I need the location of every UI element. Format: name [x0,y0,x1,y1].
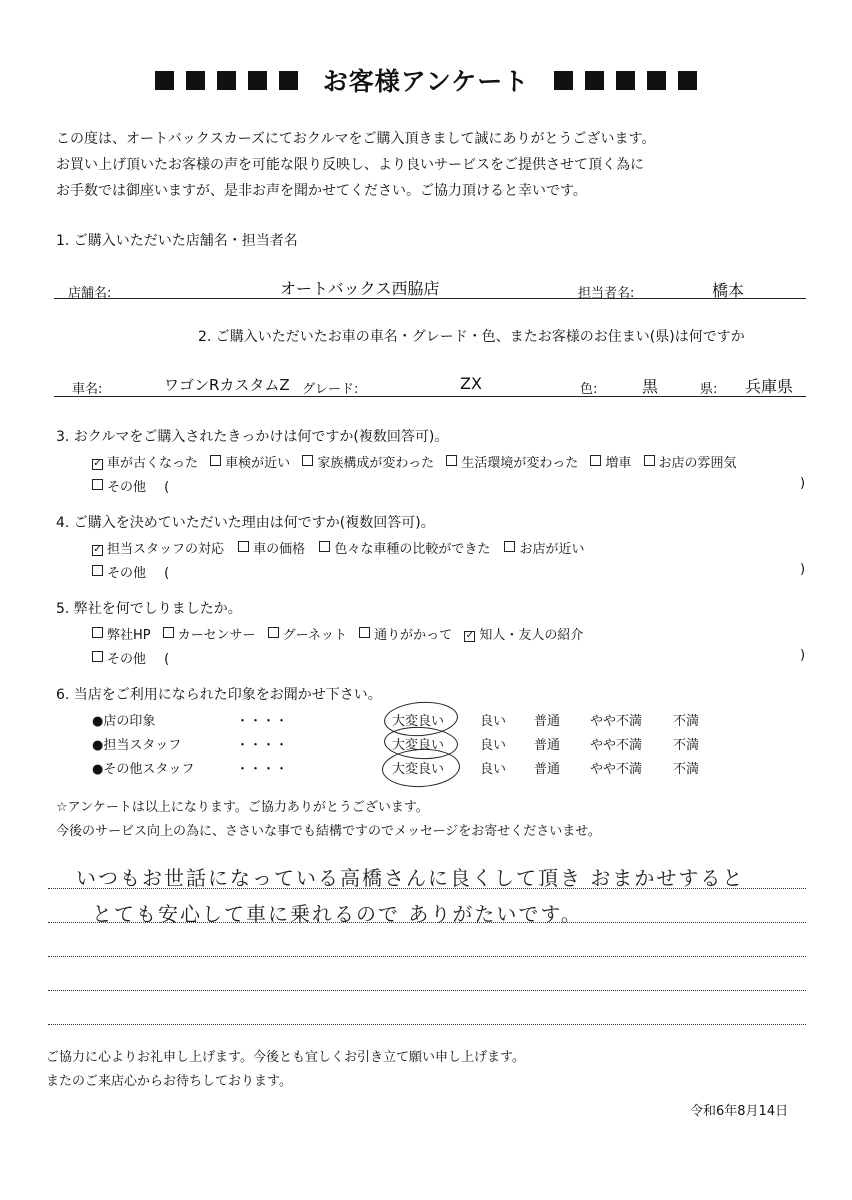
q4-option[interactable]: 色々な車種の比較ができた [319,542,490,557]
message-rule [48,990,806,991]
checkbox-checked-icon[interactable]: ✓ [465,630,474,641]
q4-other-close: ) [800,562,806,577]
footer-line-2: またのご来店心からお待ちしております。 [46,1074,292,1089]
q3-option[interactable]: 車検が近い [210,456,290,471]
footer-line-1: ご協力に心よりお礼申し上げます。今後とも宜しくお引き立て願い申し上げます。 [46,1050,525,1065]
rating-option-unsatisfied[interactable]: 不満 [673,714,700,729]
message-rule [48,888,806,889]
q3-other-close: ) [800,476,806,491]
black-square-icon [155,71,174,90]
closing-note-1: ☆アンケートは以上になります。ご協力ありがとうございます。 [56,800,429,815]
staff-value[interactable]: 橋本 [712,281,745,300]
checkbox-icon[interactable] [92,627,103,638]
checkbox-icon[interactable] [319,541,330,552]
q4-option[interactable]: ✓ 担当スタッフの対応 [93,542,225,557]
q5-other[interactable]: その他 ( [92,648,169,667]
q5-label: 5. 弊社を何でしりましたか。 [56,601,242,617]
staff-label: 担当者名: [578,286,635,301]
q3-options [92,452,737,471]
q5-option[interactable]: 通りがかって [359,628,452,643]
black-square-icon [647,71,666,90]
q6-dots: ・・・・ [236,762,289,777]
checkbox-icon[interactable] [590,455,601,466]
color-value[interactable]: 黒 [642,377,659,396]
checkbox-icon[interactable] [238,541,249,552]
q6-row-label: ●店の印象 [92,714,156,729]
checkbox-icon[interactable] [92,565,103,576]
closing-note-2: 今後のサービス向上の為に、ささいな事でも結構ですのでメッセージをお寄せくださいませ。 [56,824,601,839]
checkbox-icon[interactable] [92,651,103,662]
shop-label: 店舗名: [68,286,112,301]
black-square-icon [678,71,697,90]
q4-option[interactable]: 車の価格 [238,542,305,557]
rating-option-slightly-unsatisfied[interactable]: やや不満 [590,738,643,753]
selected-circle-mark [381,747,461,789]
rating-option-unsatisfied[interactable]: 不満 [673,738,700,753]
q3-option[interactable]: 家族構成が変わった [302,456,434,471]
rating-option-unsatisfied[interactable]: 不満 [673,762,700,777]
message-rule [48,956,806,957]
black-square-icon [554,71,573,90]
checkbox-icon[interactable] [268,627,279,638]
checkbox-icon[interactable] [446,455,457,466]
checkbox-icon[interactable] [302,455,313,466]
q6-row-label: ●担当スタッフ [92,738,182,753]
q4-other[interactable]: その他 ( [92,562,169,581]
black-square-icon [248,71,267,90]
checkbox-icon[interactable] [359,627,370,638]
rating-option-normal[interactable]: 普通 [534,738,561,753]
intro-line-3: お手数では御座いますが、是非お声を聞かせてください。ご協力頂けると幸いです。 [56,183,587,199]
rating-option-slightly-unsatisfied[interactable]: やや不満 [590,762,643,777]
checkbox-icon[interactable] [210,455,221,466]
rating-option-normal[interactable]: 普通 [534,762,561,777]
q4-label: 4. ご購入を決めていただいた理由は何ですか(複数回答可)。 [56,515,435,531]
q6-dots: ・・・・ [236,714,289,729]
q5-option[interactable]: 弊社HP [92,628,151,643]
black-square-icon [186,71,205,90]
checkbox-checked-icon[interactable]: ✓ [93,544,102,555]
checkbox-icon[interactable] [163,627,174,638]
q3-option[interactable]: 生活環境が変わった [446,456,578,471]
q6-row-label: ●その他スタッフ [92,762,195,777]
intro-line-2: お買い上げ頂いたお客様の声を可能な限り反映し、より良いサービスをご提供させて頂く為に [56,157,644,173]
checkbox-icon[interactable] [92,479,103,490]
grade-value[interactable]: ZX [460,374,482,393]
black-square-icon [585,71,604,90]
car-label: 車名: [72,382,103,397]
black-square-icon [279,71,298,90]
rating-option-good[interactable]: 良い [480,738,507,753]
q5-option[interactable]: ✓ 知人・友人の紹介 [465,628,584,643]
footer-date: 令和6年8月14日 [690,1104,789,1119]
checkbox-icon[interactable] [504,541,515,552]
message-line-1[interactable]: いつもお世話になっている高橋さんに良くして頂き おまかせすると [76,866,745,890]
rating-option-very-good[interactable]: 大変良い [392,714,445,729]
color-label: 色: [580,382,598,397]
q3-label: 3. おクルマをご購入されたきっかけは何ですか(複数回答可)。 [56,429,449,445]
black-square-icon [217,71,236,90]
q3-other[interactable]: その他 ( [92,476,169,495]
checkbox-icon[interactable] [644,455,655,466]
q2-underline [54,396,806,397]
rating-option-very-good[interactable]: 大変良い [392,762,445,777]
pref-label: 県: [700,382,718,397]
q6-dots: ・・・・ [236,738,289,753]
grade-label: グレード: [302,382,359,397]
pref-value[interactable]: 兵庫県 [745,377,794,396]
checkbox-checked-icon[interactable]: ✓ [93,458,102,469]
page-title: お客様アンケート [322,67,530,96]
intro-line-1: この度は、オートバックスカーズにておクルマをご購入頂きまして誠にありがとうございます。 [56,131,656,147]
q5-options [92,624,583,643]
q3-option[interactable]: ✓ 車が古くなった [93,456,199,471]
q2-label: 2. ご購入いただいたお車の車名・グレード・色、またお客様のお住まい(県)は何ですか [198,329,745,345]
rating-option-slightly-unsatisfied[interactable]: やや不満 [590,714,643,729]
message-rule [48,922,806,923]
black-square-icon [616,71,635,90]
car-value[interactable]: ワゴンRカスタムZ [164,376,290,394]
q5-option[interactable]: グーネット [268,628,347,643]
message-line-2[interactable]: とても安心して車に乗れるので ありがたいです。 [92,902,583,926]
q6-label: 6. 当店をご利用になられた印象をお聞かせ下さい。 [56,687,382,703]
q4-options [92,538,584,557]
q3-option[interactable]: 増車 [590,456,631,471]
shop-value[interactable]: オートバックス西脇店 [280,279,440,298]
message-rule [48,1024,806,1025]
rating-option-normal[interactable]: 普通 [534,714,561,729]
q1-label: 1. ご購入いただいた店舗名・担当者名 [56,233,298,249]
q5-other-close: ) [800,648,806,663]
q4-option[interactable]: お店が近い [504,542,584,557]
q3-option[interactable]: お店の雰囲気 [644,456,737,471]
title-row [0,62,852,98]
rating-option-very-good[interactable]: 大変良い [392,738,445,753]
rating-option-good[interactable]: 良い [480,762,507,777]
q5-option[interactable]: カーセンサー [163,628,256,643]
rating-option-good[interactable]: 良い [480,714,507,729]
q1-underline [54,298,806,299]
